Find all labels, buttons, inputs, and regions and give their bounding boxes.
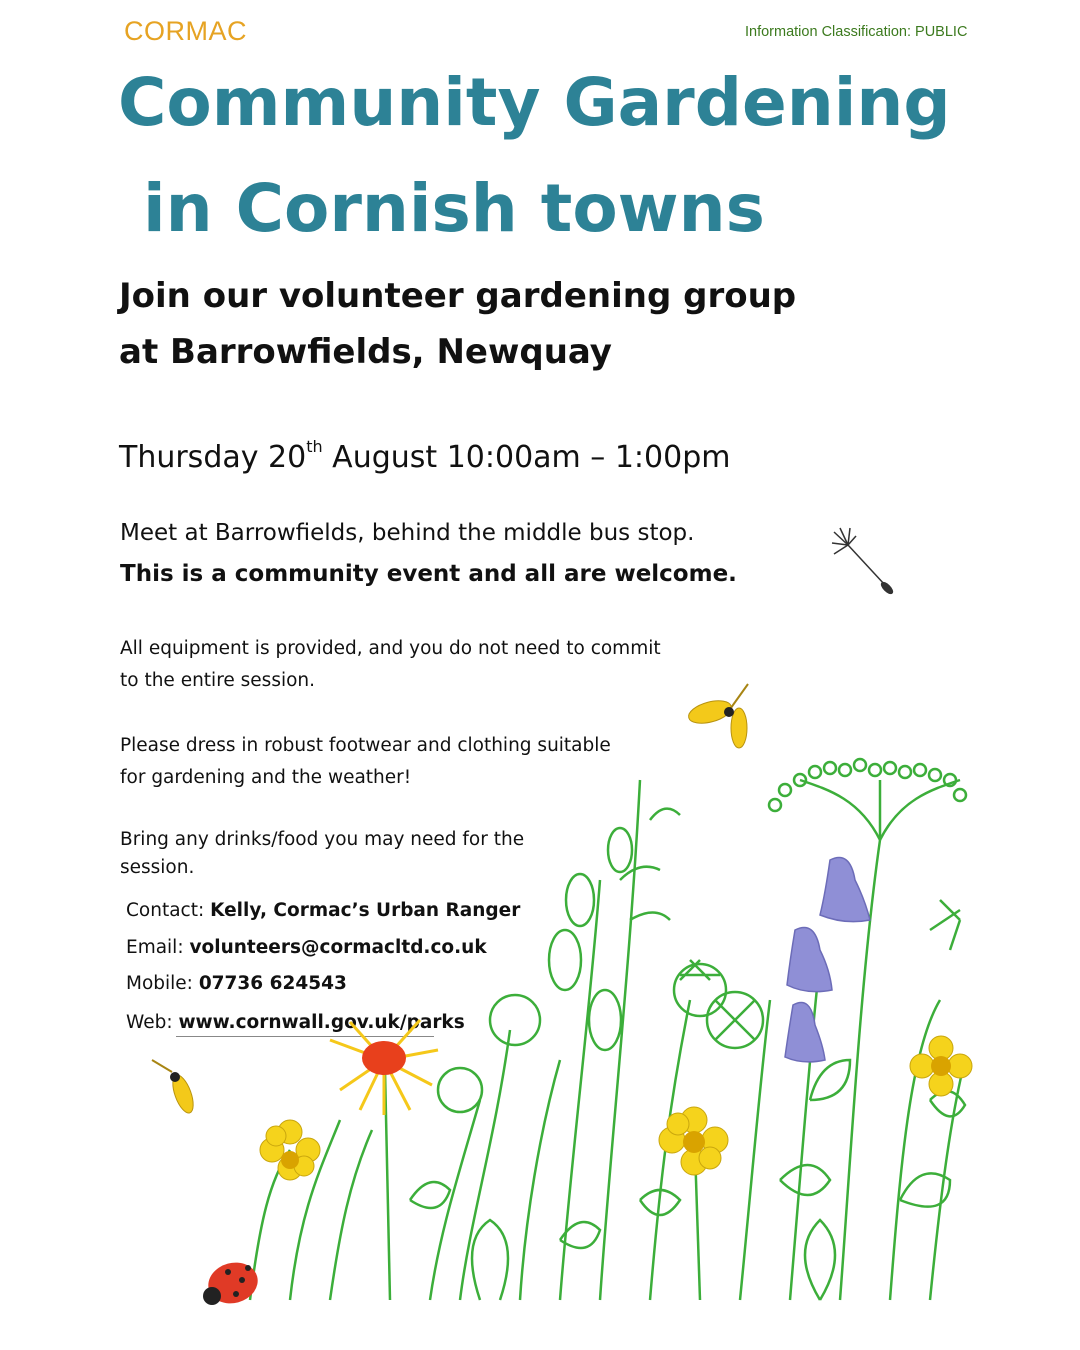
subtitle-line-2: at Barrowfields, Newquay [119,332,612,372]
contact-label: Contact: [126,900,211,921]
poppy-flower [330,1020,438,1115]
wildflower-illustration [140,520,980,1320]
sycamore-seed-icon [152,1060,197,1116]
yellow-flower [910,1036,972,1096]
dress-line-2: for gardening and the weather! [120,767,412,788]
email-label: Email: [126,937,190,958]
subtitle-line-1: Join our volunteer gardening group [119,276,797,316]
event-day-suffix: th [306,437,323,456]
cormac-logo: CORMAC [124,16,247,46]
dandelion-seed-icon [832,528,894,595]
email-link[interactable]: volunteers@cormacltd.co.uk [189,937,487,958]
web-link[interactable]: www.cornwall.gov.uk/parks [178,1012,465,1033]
classification-label: Information Classification: PUBLIC [745,24,968,40]
bring-line-1: Bring any drinks/food you may need for the [120,829,525,850]
equipment-line-2: to the entire session. [120,670,316,691]
mobile-label: Mobile: [126,973,199,994]
web-label: Web: [126,1012,179,1033]
bring-line-2: session. [120,857,195,878]
equipment-line-1: All equipment is provided, and you do not need to commit [120,638,661,659]
contact-value: Kelly, Cormac’s Urban Ranger [210,900,521,921]
meeting-location: Meet at Barrowfields, behind the middle bus stop. [120,520,695,546]
event-day: Thursday 20 [119,440,307,475]
page-title-line-1: Community Gardening [118,64,951,141]
mobile-value: 07736 624543 [198,973,347,994]
page-title-line-2: in Cornish towns [143,170,765,247]
yellow-flower [659,1107,728,1175]
ladybird-icon [203,1257,262,1309]
sycamore-seed-icon [686,684,748,748]
dress-line-1: Please dress in robust footwear and clothing suitable [120,735,611,756]
event-time: August 10:00am – 1:00pm [322,440,731,475]
bluebell-flowers [785,858,870,1062]
event-date [119,437,731,475]
welcome-statement: This is a community event and all are welcome. [120,561,737,587]
